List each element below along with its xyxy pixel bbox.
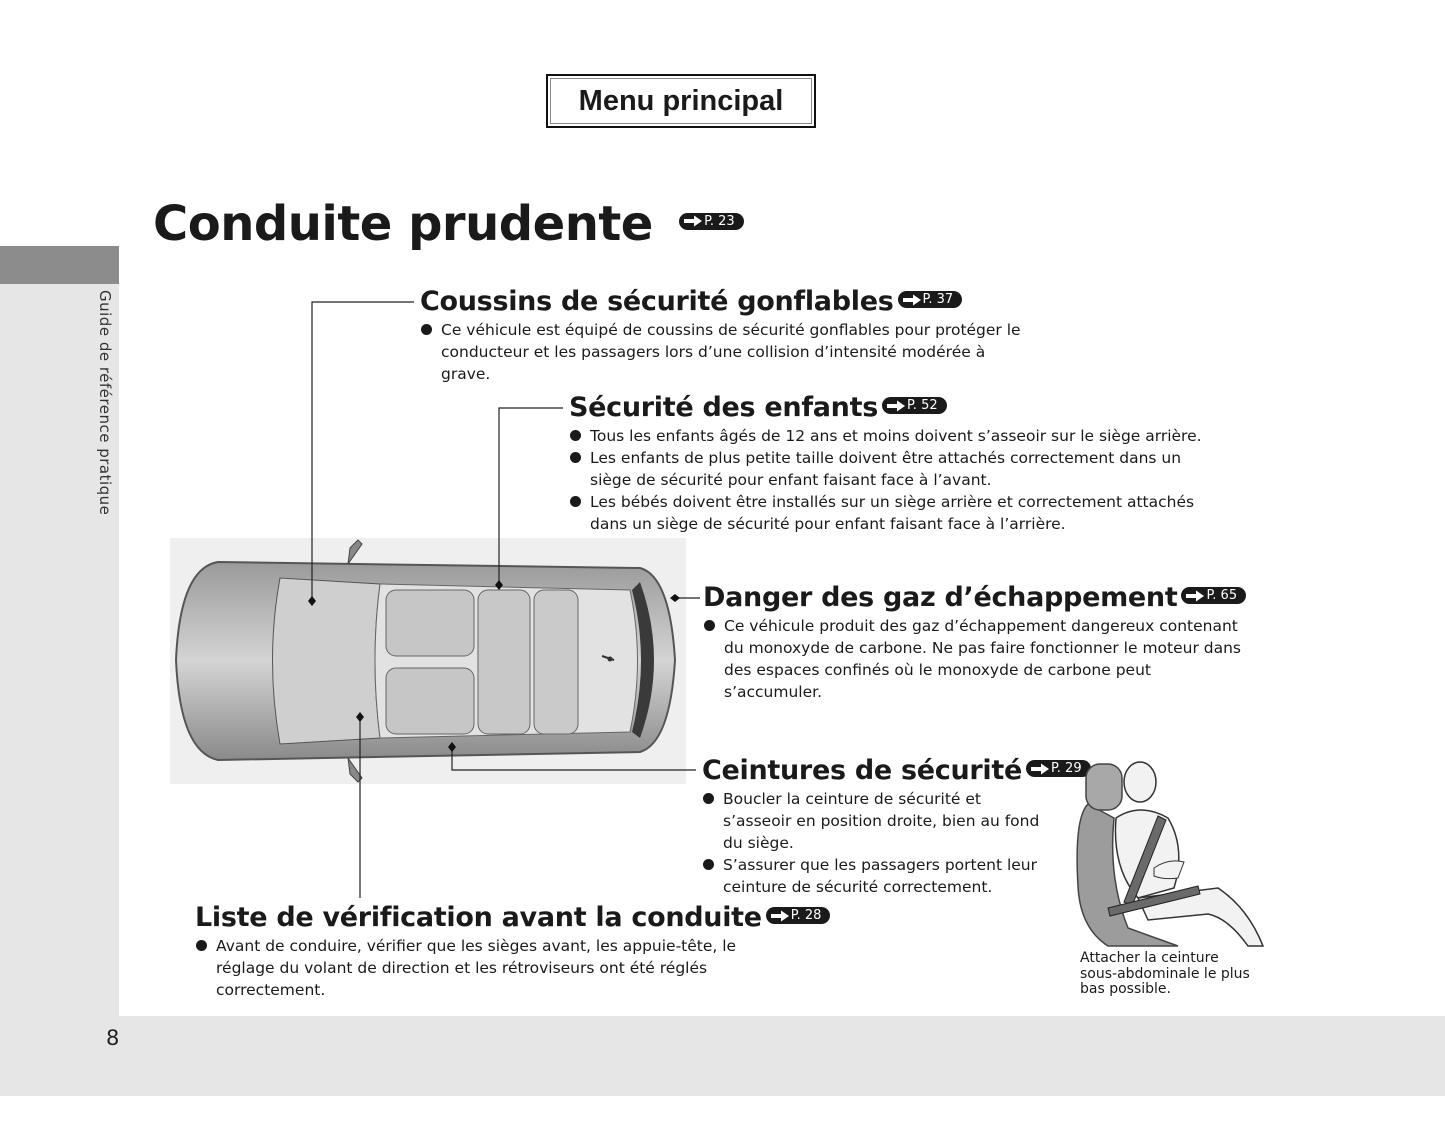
list-item: Avant de conduire, vérifier que les sièges avant, les appuie-tête, le réglage du volant de direction et les rétroviseurs ont été réglés correctement.: [195, 935, 795, 1001]
page-title-text: Conduite prudente: [153, 196, 653, 252]
list-item: S’assurer que les passagers portent leur ceinture de sécurité correctement.: [702, 854, 1054, 898]
ref-label: P. 65: [1206, 588, 1238, 603]
ref-label: P. 23: [704, 213, 735, 229]
ref-label: P. 37: [922, 292, 954, 307]
ref-label: P. 29: [1050, 761, 1082, 776]
side-tab-label: Guide de référence pratique: [96, 290, 114, 516]
page-number: 8: [106, 1026, 120, 1050]
section-title-text: Liste de vérification avant la conduite: [195, 902, 762, 933]
section-title-text: Ceintures de sécurité: [702, 755, 1022, 786]
menu-principal-button[interactable]: Menu principal: [546, 74, 816, 128]
list-item: Les bébés doivent être installés sur un siège arrière et correctement attachés dans un siège de sécurité pour enfant faisant face à l’arrière.: [569, 491, 1214, 535]
ref-label: P. 52: [906, 398, 938, 413]
seatbelt-caption: Attacher la ceinture sous-abdominale le plus bas possible.: [1080, 950, 1250, 997]
list-item: Ce véhicule est équipé de coussins de sécurité gonflables pour protéger le conducteur et les passagers lors d’une collision d’intensité modérée à grave.: [420, 319, 1031, 385]
list-item: Tous les enfants âgés de 12 ans et moins doivent s’asseoir sur le siège arrière.: [569, 425, 1214, 447]
list-item: Les enfants de plus petite taille doivent être attachés correctement dans un siège de sécurité pour enfant faisant face à l’avant.: [569, 447, 1214, 491]
section-title-text: Sécurité des enfants: [569, 392, 878, 423]
list-item: Ce véhicule produit des gaz d’échappement dangereux contenant du monoxyde de carbone. Ne pas faire fonctionner le moteur dans des espaces confinés où le monoxyde de carbone peut s’accumuler.: [703, 615, 1243, 703]
ref-label: P. 28: [790, 908, 822, 923]
list-item: Boucler la ceinture de sécurité et s’asseoir en position droite, bien au fond du siège.: [702, 788, 1054, 854]
section-title-text: Coussins de sécurité gonflables: [420, 286, 894, 317]
section-title-text: Danger des gaz d’échappement: [703, 582, 1178, 613]
